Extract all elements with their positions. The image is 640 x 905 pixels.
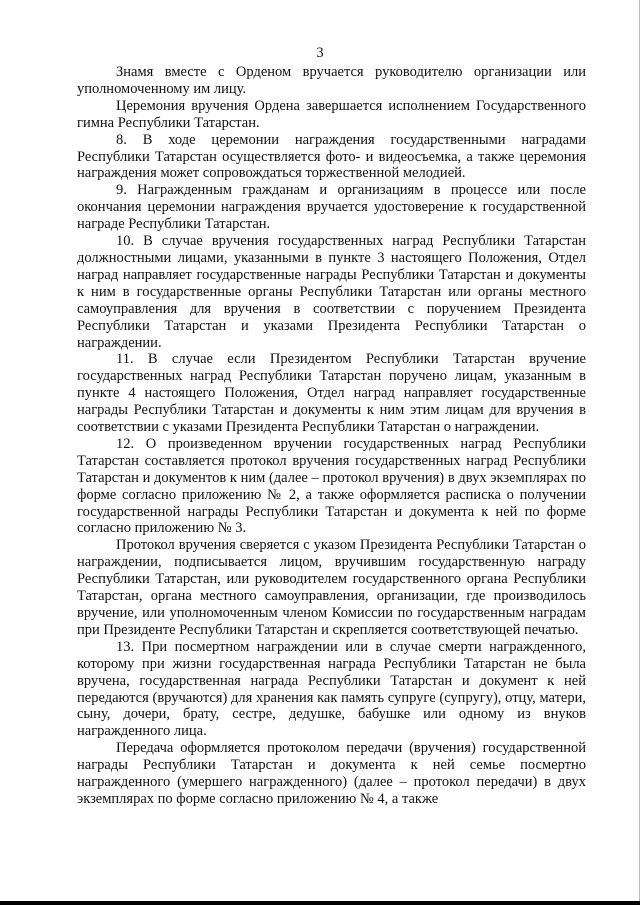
paragraph-item-11: 11. В случае если Президентом Республики Татарстан вручение государственных наград Республики Татарстан поручено лицам, указанным в пункте 4 настоящего Положения, Отдел наград направляет государственные награды Республики Татарстан и документы к ним этим лицам для вручения в соответствии с указами Президента Республики Татарстан о награждении. (77, 351, 586, 436)
document-body (77, 64, 586, 808)
paragraph-banner-handover: Знамя вместе с Орденом вручается руководителю организации или уполномоченному им лицу. (77, 64, 586, 97)
scan-edge-bottom (0, 901, 640, 905)
paragraph-item-12: 12. О произведенном вручении государственных наград Республики Татарстан составляется протокол вручения государственных наград Республики Татарстан и документов к ним (далее – протокол вручения) в двух экземплярах по форме согласно приложению № 2, а также оформляется расписка о получении государственной награды Республики Татарстан и документа к ней по форме согласно приложению № 3. (77, 435, 586, 537)
page-number: 3 (316, 45, 324, 61)
paragraph-ceremony-anthem: Церемония вручения Ордена завершается исполнением Государственного гимна Республики Татарстан. (77, 97, 586, 131)
paragraph-protocol-verification: Протокол вручения сверяется с указом Президента Республики Татарстан о награждении, подписывается лицом, вручившим государственную награду Республики Татарстан, или руководителем государственного органа Республики Татарстан, органа местного самоуправления, организации, где производилось вручение, или уполномоченным членом Комиссии по государственным наградам при Президенте Республики Татарстан и скрепляется соответствующей печатью. (77, 537, 586, 638)
paragraph-item-10: 10. В случае вручения государственных наград Республики Татарстан должностными лицами, указанными в пункте 3 настоящего Положения, Отдел наград направляет государственные награды Республики Татарстан и документы к ним в государственные органы Республики Татарстан или органы местного самоуправления для вручения в соответствии с поручением Президента Республики Татарстан и указами Президента Республики Татарстан о награждении. (77, 233, 586, 351)
paragraph-transfer-protocol: Передача оформляется протоколом передачи (вручения) государственной награды Республики Татарстан и документа к ней семье посмертно награжденного (умершего награжденного) (далее – протокол передачи) в двух экземплярах по форме согласно приложению № 4, а также (77, 740, 586, 807)
paragraph-item-8: 8. В ходе церемонии награждения государственными наградами Республики Татарстан осуществляется фото- и видеосъемка, а также церемония награждения может сопровождаться торжественной мелодией. (77, 131, 586, 182)
paragraph-item-13: 13. При посмертном награждении или в случае смерти награжденного, которому при жизни государственная награда Республики Татарстан не была вручена, государственная награда Республики Татарстан и документ к ней передаются (вручаются) для хранения как память супруге (супругу), отцу, матери, сыну, дочери, брату, сестре, дедушке, бабушке или одному из внуков награжденного лица. (77, 638, 586, 740)
paragraph-item-9: 9. Награжденным гражданам и организациям в процессе или после окончания церемонии награждения вручается удостоверение к государственной награде Республики Татарстан. (77, 182, 586, 233)
